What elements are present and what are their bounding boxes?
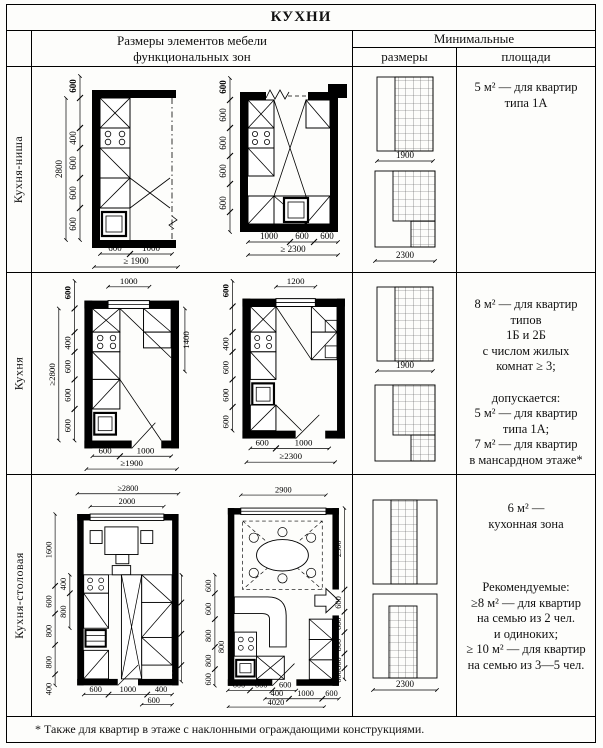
dim-label: 600 bbox=[67, 155, 78, 170]
dim-label: 600 bbox=[217, 79, 228, 94]
dim-label: 800 bbox=[170, 668, 180, 681]
dim-label: 600 bbox=[217, 107, 228, 122]
area-text-line: комнат ≥ 3; bbox=[496, 359, 556, 373]
dim-label: 1900 bbox=[395, 359, 414, 370]
dim-label: 600 bbox=[217, 163, 228, 178]
dim-label: 1600 bbox=[43, 541, 53, 558]
dim-label: 1200 bbox=[286, 275, 305, 286]
dim-label: 400 bbox=[58, 577, 68, 590]
dim-label: 600 bbox=[203, 672, 213, 686]
header-furniture-dimensions bbox=[32, 31, 353, 67]
header-furniture-line2: функциональных зон bbox=[133, 48, 251, 64]
dim-label: ≥2800 bbox=[46, 362, 57, 386]
dim-label: 400 bbox=[154, 684, 167, 694]
dim-label: ≥2300 bbox=[279, 450, 303, 461]
kitchen-plan-1 bbox=[33, 273, 191, 475]
area-text-line: в мансардном этаже* bbox=[469, 452, 583, 467]
dim-label: 600 bbox=[98, 444, 112, 455]
dim-label: 800 bbox=[203, 654, 213, 667]
row3-plans-cell bbox=[32, 475, 353, 717]
area-text-line: на семью из 3—5 чел. bbox=[467, 657, 585, 672]
dim-label: 1000 bbox=[259, 230, 278, 241]
min-size-diagram-2 bbox=[353, 169, 457, 267]
dim-label: 600 bbox=[146, 695, 160, 705]
area-text-line: 5 м² — для квартир bbox=[474, 406, 578, 420]
dim-label: 800 bbox=[58, 604, 68, 618]
dim-label: 400 bbox=[62, 335, 73, 350]
min-size-diagram-5 bbox=[353, 494, 457, 590]
dim-label: 600 bbox=[62, 418, 73, 432]
dim-label: 600 bbox=[43, 594, 53, 608]
area-text-line: типа 1А; bbox=[502, 421, 550, 436]
header-minimal-group bbox=[353, 31, 595, 67]
dim-label: 4020 bbox=[267, 697, 284, 707]
dim-label: 600 bbox=[232, 680, 245, 690]
dim-label: 600 bbox=[220, 414, 231, 428]
area-text-line: 6 м² — bbox=[507, 501, 545, 515]
dim-label: 2900 bbox=[274, 484, 292, 494]
min-size-diagram-1 bbox=[353, 73, 457, 169]
dim-label: 1000 bbox=[136, 444, 155, 455]
dim-label: 800 bbox=[170, 643, 180, 657]
dim-label: 600 bbox=[88, 684, 102, 694]
area-text-line: 1Б и 2Б bbox=[506, 328, 546, 342]
dim-label: 600 bbox=[62, 388, 73, 402]
dim-label: 2800 bbox=[53, 159, 64, 178]
dim-label: 1400 bbox=[180, 330, 191, 349]
dim-label: 600 bbox=[107, 242, 122, 253]
row-label-kitchen-dining: Кухня-столовая bbox=[7, 475, 32, 717]
header-min-areas: площади bbox=[501, 49, 551, 64]
dim-label: 600 bbox=[62, 359, 73, 373]
dim-label: 600 bbox=[278, 680, 291, 690]
row1-areas-cell bbox=[457, 67, 595, 273]
dim-label: 600 bbox=[319, 230, 334, 241]
dim-label: 1000 bbox=[294, 436, 313, 447]
header-furniture-line1: Размеры элементов мебели bbox=[116, 32, 268, 48]
footnote: * Также для квартир в этаже с наклонными ограждающими конструкциями. bbox=[35, 722, 425, 736]
header-minimal: Минимальные bbox=[353, 31, 595, 48]
kitchen-dining-plan-2 bbox=[187, 484, 352, 708]
dim-label: 400 bbox=[43, 682, 53, 695]
area-text-line: ≥8 м² — для квартир bbox=[471, 595, 581, 610]
dim-label: 600 bbox=[217, 135, 228, 150]
dim-label: ≥ 1900 bbox=[122, 255, 149, 266]
dim-label: 600 bbox=[254, 680, 267, 690]
dim-label: 2000 bbox=[118, 496, 135, 506]
dim-label: 2300 bbox=[333, 539, 343, 557]
table-frame bbox=[6, 4, 596, 743]
dim-label: 600 bbox=[67, 216, 78, 231]
dim-label: 800 bbox=[43, 655, 53, 669]
area-text-line: с числом жилых bbox=[482, 343, 570, 358]
dim-label: 800 bbox=[333, 656, 343, 670]
kitchens-table bbox=[7, 5, 595, 742]
dim-label: 2300 bbox=[395, 678, 414, 689]
dim-label: 1900 bbox=[395, 149, 414, 160]
area-text-line: ≥ 10 м² — для квартир bbox=[466, 642, 586, 656]
dim-label: 1000 bbox=[296, 688, 314, 698]
header-corner-cell bbox=[7, 31, 32, 67]
dim-label: 600 bbox=[220, 283, 231, 297]
dim-label: 400 bbox=[67, 130, 78, 145]
area-text-line: Рекомендуемые: bbox=[482, 580, 570, 594]
dim-label: ≥2800 bbox=[116, 483, 138, 493]
kitchen-niche-plan-1 bbox=[38, 70, 190, 270]
page-title: КУХНИ bbox=[7, 5, 595, 31]
dim-label: ≥ 2300 bbox=[279, 243, 306, 254]
dim-label: 600 bbox=[220, 388, 231, 402]
dim-label: 800 bbox=[203, 629, 213, 642]
dim-label: 600 bbox=[333, 669, 343, 683]
dim-label: 800 bbox=[43, 624, 53, 637]
area-text-line: на семью из 2 чел. bbox=[476, 611, 575, 625]
dim-label: 1000 bbox=[141, 242, 160, 253]
dim-label: 600 bbox=[170, 580, 180, 594]
dim-label: 800 bbox=[216, 640, 226, 653]
dim-label: 600 bbox=[324, 688, 338, 698]
dim-label: 1000 bbox=[119, 684, 136, 694]
dim-label: ≥1900 bbox=[120, 457, 144, 468]
min-size-diagram-4 bbox=[353, 379, 457, 465]
dim-label: 600 bbox=[67, 185, 78, 200]
dim-label: 600 bbox=[67, 78, 78, 93]
dim-label: 600 bbox=[294, 230, 309, 241]
row1-plans-cell bbox=[32, 67, 353, 273]
kitchen-plan-2 bbox=[193, 273, 351, 475]
dim-label: 600 bbox=[220, 360, 231, 374]
min-size-diagram-3 bbox=[353, 283, 457, 379]
dim-label: 800 bbox=[333, 638, 343, 651]
kitchen-dining-plan-1 bbox=[33, 484, 185, 708]
row-label-kitchen-niche: Кухня-ниша bbox=[7, 67, 32, 273]
area-text-line: 8 м² — для квартир типов bbox=[474, 297, 578, 327]
dim-label: 600 bbox=[203, 602, 213, 615]
row3-min-sizes-cell bbox=[353, 475, 457, 717]
header-min-sizes: размеры bbox=[353, 48, 457, 66]
area-text-line: допускается: bbox=[491, 390, 561, 405]
min-size-diagram-6 bbox=[353, 590, 457, 698]
dim-label: 600 bbox=[217, 195, 228, 210]
kitchen-niche-plan-2 bbox=[192, 70, 347, 270]
area-text-line: и одиноких; bbox=[493, 626, 559, 641]
row1-min-sizes-cell bbox=[353, 67, 457, 273]
dim-label: 2300 bbox=[395, 249, 414, 260]
dim-label: 600 bbox=[255, 436, 269, 447]
area-text-line: 5 м² — для квартир bbox=[474, 80, 578, 94]
area-text-line: 7 м² — для квартир bbox=[474, 437, 578, 451]
dim-label: 400 bbox=[220, 336, 231, 351]
row3-areas-cell bbox=[457, 475, 595, 717]
dim-label: 600 bbox=[333, 595, 343, 609]
row2-plans-cell bbox=[32, 273, 353, 475]
dim-label: 600 bbox=[203, 579, 213, 592]
area-text-line: типа 1А bbox=[504, 95, 548, 110]
area-text-line: кухонная зона bbox=[488, 516, 564, 531]
dim-label: 800 bbox=[170, 612, 180, 625]
row2-areas-cell bbox=[457, 273, 595, 475]
dim-label: 400 bbox=[270, 688, 283, 698]
dim-label: 600 bbox=[62, 285, 73, 299]
dim-label: 600 bbox=[333, 617, 343, 630]
row-label-kitchen: Кухня bbox=[7, 273, 32, 475]
dim-label: 1000 bbox=[119, 275, 138, 286]
row2-min-sizes-cell bbox=[353, 273, 457, 475]
